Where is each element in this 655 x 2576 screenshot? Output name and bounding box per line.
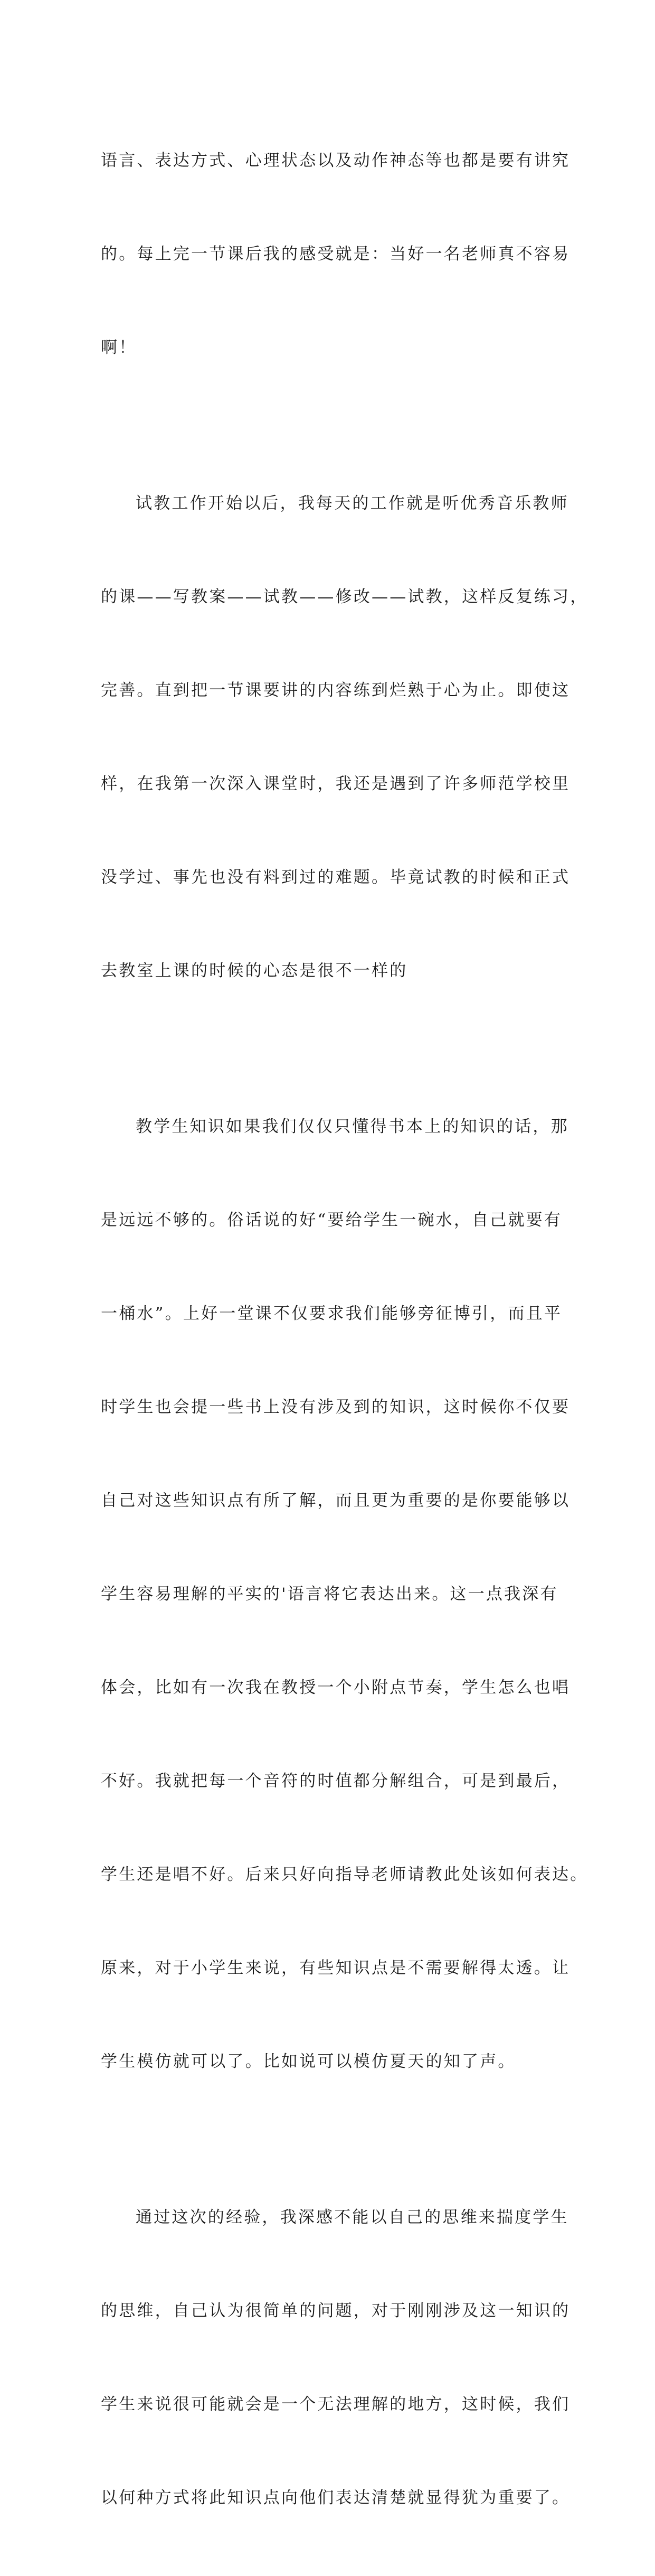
text-line: 语言、表达方式、心理状态以及动作神态等也都是要有讲究 (101, 151, 571, 170)
text-line: 体会，比如有一次我在教授一个小附点节奏，学生怎么也唱 (101, 1678, 571, 1697)
text-line: 学生来说很可能就会是一个无法理解的地方，这时候，我们 (101, 2395, 571, 2414)
text-line: 试教工作开始以后，我每天的工作就是听优秀音乐教师 (136, 494, 569, 513)
text-line: 一桶水”。上好一堂课不仅要求我们能够旁征博引，而且平 (101, 1304, 563, 1323)
text-line: 不好。我就把每一个音符的时值都分解组合，可是到最后， (101, 1772, 571, 1791)
text-line: 的思维，自己认为很简单的问题，对于刚刚涉及这一知识的 (101, 2301, 571, 2320)
paragraph-2 (101, 426, 588, 1049)
text-line: 啊！ (101, 338, 137, 357)
text-line: 学生还是唱不好。后来只好向指导老师请教此处该如何表达。 (101, 1865, 588, 1884)
text-line: 是远远不够的。俗话说的好“要给学生一碗水，自己就要有 (101, 1211, 563, 1230)
text-line: 学生模仿就可以了。比如说可以模仿夏天的知了声。 (101, 2052, 516, 2071)
paragraph-3 (101, 1049, 588, 2140)
text-line: 以何种方式将此知识点向他们表达清楚就显得犹为重要了。 (101, 2488, 571, 2507)
text-line: 学生容易理解的平实的'语言将它表达出来。这一点我深有 (101, 1585, 558, 1604)
text-line: 通过这次的经验，我深感不能以自己的思维来揣度学生 (136, 2208, 569, 2227)
document-body (101, 83, 588, 2576)
text-line: 的。每上完一节课后我的感受就是：当好一名老师真不容易 (101, 245, 571, 264)
paragraph-4 (101, 2140, 571, 2576)
text-line: 去教室上课的时候的心态是很不一样的 (101, 961, 408, 980)
text-line: 教学生知识如果我们仅仅只懂得书本上的知识的话，那 (136, 1117, 569, 1136)
text-line: 完善。直到把一节课要讲的内容练到烂熟于心为止。即使这 (101, 681, 571, 700)
paragraph-1 (101, 83, 571, 426)
text-line: 的课——写教案——试教——修改——试教，这样反复练习， (101, 587, 588, 606)
text-line: 样，在我第一次深入课堂时，我还是遇到了许多师范学校里 (101, 774, 571, 793)
text-line: 没学过、事先也没有料到过的难题。毕竟试教的时候和正式 (101, 868, 571, 887)
text-line: 自己对这些知识点有所了解，而且更为重要的是你要能够以 (101, 1491, 571, 1510)
text-line: 时学生也会提一些书上没有涉及到的知识，这时候你不仅要 (101, 1398, 571, 1417)
text-line: 原来，对于小学生来说，有些知识点是不需要解得太透。让 (101, 1959, 571, 1978)
